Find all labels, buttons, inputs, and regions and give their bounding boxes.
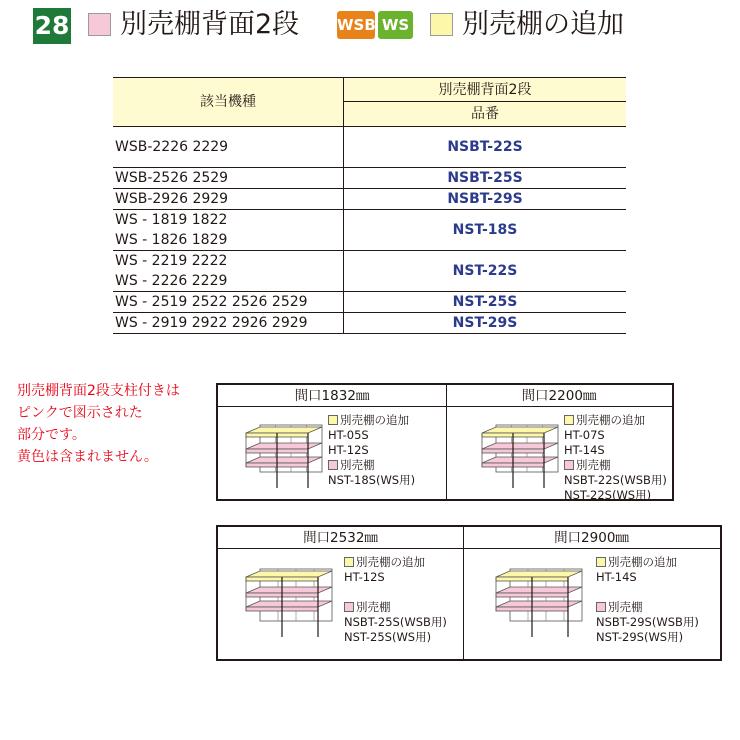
model-cell: WS - 2919 2922 2926 2929 — [113, 313, 344, 334]
header-part-number: 品番 — [344, 102, 627, 127]
part-number-cell: NSBT-25S — [344, 168, 627, 189]
pink-legend-icon — [564, 460, 574, 470]
model-cell: WSB-2926 2929 — [113, 189, 344, 210]
note-line: 別売棚背面2段支柱付きは — [17, 383, 180, 399]
note-line: ピンクで図示された — [17, 405, 143, 421]
section-number-badge: 28 — [33, 8, 71, 44]
ws-tag: WS — [378, 11, 413, 39]
shelf-diagram-2532 — [240, 561, 340, 641]
yellow-legend-icon — [328, 415, 338, 425]
title-add-shelf: 別売棚の追加 — [462, 9, 624, 40]
part-number-cell: NST-22S — [344, 251, 627, 292]
legend-2532: 別売棚の追加 HT-12S 別売棚 NSBT-25S(WSB用) NST-25S(WS用) — [344, 555, 447, 644]
header-model: 該当機種 — [113, 78, 344, 127]
legend-1832: 別売棚の追加 HT-05S HT-12S 別売棚 NST-18S(WS用) — [328, 413, 416, 487]
table-row — [113, 168, 626, 189]
header-option: 別売棚背面2段 — [344, 78, 627, 102]
shelf-diagram-2200 — [476, 417, 566, 492]
diagram-box-bottom — [216, 525, 722, 661]
part-number-cell: NST-18S — [344, 210, 627, 251]
legend-2900: 別売棚の追加 HT-14S 別売棚 NSBT-29S(WSB用) NST-29S(WS用) — [596, 555, 699, 644]
note — [17, 380, 180, 468]
table-row — [113, 210, 626, 231]
diagram-title: 間口1832㎜ — [218, 385, 446, 407]
spec-table — [113, 77, 626, 334]
table-row — [113, 127, 626, 168]
pink-swatch-icon — [88, 13, 111, 36]
model-cell: WS - 1826 1829 — [113, 230, 344, 251]
part-number-cell: NSBT-22S — [344, 127, 627, 168]
wsb-tag: WSB — [337, 11, 375, 39]
part-number-cell: NST-29S — [344, 313, 627, 334]
part-number-cell: NSBT-29S — [344, 189, 627, 210]
model-cell: WS - 2219 2222 — [115, 253, 228, 269]
shelf-diagram-1832 — [240, 417, 330, 492]
table-row — [113, 189, 626, 210]
diagram-box-top — [216, 383, 674, 501]
part-number-cell: NST-25S — [344, 292, 627, 313]
model-cell: WS - 2226 2229 — [113, 271, 344, 292]
model-cell: WSB-2526 2529 — [113, 168, 344, 189]
model-cell: WS - 1819 1822 — [115, 212, 228, 228]
table-row — [113, 251, 626, 272]
yellow-legend-icon — [596, 557, 606, 567]
yellow-swatch-icon — [430, 13, 453, 36]
table-row — [113, 292, 626, 313]
legend-2200: 別売棚の追加 HT-07S HT-14S 別売棚 NSBT-22S(WSB用) NST-22S(WS用) — [564, 413, 667, 502]
table-row — [113, 313, 626, 334]
title-back-shelf: 別売棚背面2段 — [120, 9, 300, 40]
diagram-title: 間口2200㎜ — [446, 385, 672, 407]
diagram-title: 間口2900㎜ — [463, 527, 720, 549]
yellow-legend-icon — [564, 415, 574, 425]
pink-legend-icon — [344, 602, 354, 612]
note-line: 黄色は含まれません。 — [17, 449, 158, 465]
pink-legend-icon — [328, 460, 338, 470]
model-cell: WSB-2226 2229 — [113, 127, 344, 168]
pink-legend-icon — [596, 602, 606, 612]
diagram-title: 間口2532㎜ — [218, 527, 463, 549]
model-cell: WS - 2519 2522 2526 2529 — [113, 292, 344, 313]
note-line: 部分です。 — [17, 427, 86, 443]
yellow-legend-icon — [344, 557, 354, 567]
shelf-diagram-2900 — [490, 561, 590, 641]
